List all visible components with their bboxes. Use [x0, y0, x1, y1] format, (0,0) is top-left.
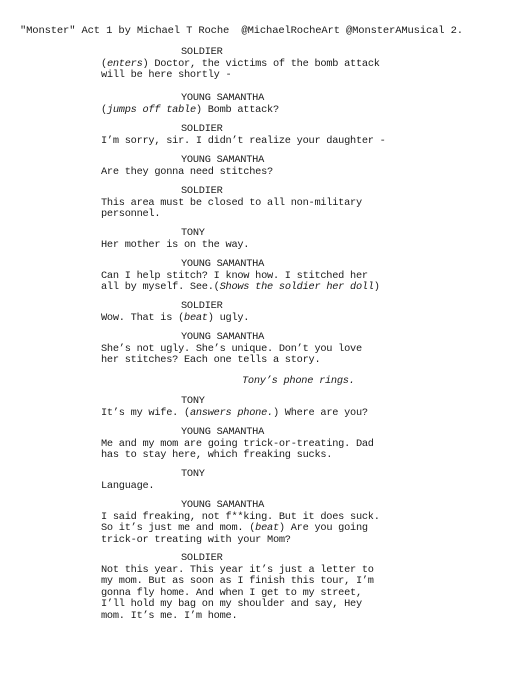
character-name: YOUNG SAMANTHA — [181, 154, 265, 166]
dialogue-block — [101, 93, 401, 116]
character-name: SOLDIER — [181, 185, 223, 197]
dialogue-block — [101, 427, 401, 462]
character-name: YOUNG SAMANTHA — [181, 258, 265, 270]
parenthetical-direction: Shows the soldier her doll — [219, 281, 374, 294]
character-name: YOUNG SAMANTHA — [181, 331, 265, 343]
dialogue-line: all by myself. See.(Shows the soldier her doll) — [101, 281, 380, 294]
parenthetical-direction: answers phone. — [189, 406, 273, 419]
dialogue-line: personnel. — [101, 208, 161, 221]
dialogue-line: She’s not ugly. She’s unique. Don’t you love — [101, 342, 362, 355]
dialogue-line: trick-or treating with your Mom? — [101, 533, 291, 546]
dialogue-block — [101, 259, 401, 294]
dialogue-line: gonna fly home. And when I get to my street, — [101, 586, 362, 599]
dialogue-line: I’m sorry, sir. I didn’t realize your daughter - — [101, 134, 386, 147]
dialogue-line: will be here shortly - — [101, 69, 232, 82]
action-line-phone-rings: Tony’s phone rings. — [242, 375, 355, 387]
character-name: SOLDIER — [181, 300, 223, 312]
dialogue-line: (jumps off table) Bomb attack? — [101, 103, 279, 116]
character-name: TONY — [181, 468, 205, 480]
dialogue-block — [101, 553, 401, 623]
character-name: YOUNG SAMANTHA — [181, 92, 265, 104]
parenthetical-direction: beat — [184, 311, 208, 324]
character-name: TONY — [181, 395, 205, 407]
dialogue-block — [101, 155, 401, 178]
dialogue-line: my mom. But as soon as I finish this tour, I’m — [101, 575, 374, 588]
dialogue-block — [101, 500, 401, 546]
dialogue-block — [101, 228, 401, 251]
dialogue-line: Are they gonna need stitches? — [101, 165, 273, 178]
dialogue-line: Wow. That is (beat) ugly. — [101, 311, 250, 324]
dialogue-line: has to stay here, which freaking sucks. — [101, 449, 333, 462]
dialogue-line: Can I help stitch? I know how. I stitched her — [101, 269, 368, 282]
page-header: "Monster" Act 1 by Michael T Roche @MichaelRocheArt @MonsterAMusical 2. — [20, 25, 463, 37]
dialogue-line: I’ll hold my bag on my shoulder and say, Hey — [101, 598, 362, 611]
character-name: SOLDIER — [181, 552, 223, 564]
dialogue-block — [101, 469, 401, 492]
dialogue-block — [101, 47, 401, 82]
character-name: YOUNG SAMANTHA — [181, 499, 265, 511]
dialogue-line: her stitches? Each one tells a story. — [101, 354, 321, 367]
dialogue-block — [101, 332, 401, 367]
parenthetical-direction: jumps off table — [106, 103, 196, 116]
dialogue-line: mom. It’s me. I’m home. — [101, 609, 238, 622]
dialogue-line: (enters) Doctor, the victims of the bomb attack — [101, 57, 380, 70]
dialogue-block — [101, 396, 401, 419]
dialogue-line: It’s my wife. (answers phone.) Where are you? — [101, 406, 368, 419]
dialogue-line: Not this year. This year it’s just a letter to — [101, 563, 374, 576]
dialogue-line: I said freaking, not f**king. But it does suck. — [101, 510, 380, 523]
dialogue-block — [101, 186, 401, 221]
dialogue-line: Me and my mom are going trick-or-treating. Dad — [101, 437, 374, 450]
dialogue-block — [101, 301, 401, 324]
dialogue-line: Language. — [101, 479, 155, 492]
dialogue-line: This area must be closed to all non-military — [101, 196, 362, 209]
character-name: SOLDIER — [181, 46, 223, 58]
character-name: TONY — [181, 227, 205, 239]
dialogue-block — [101, 124, 401, 147]
character-name: SOLDIER — [181, 123, 223, 135]
dialogue-line: Her mother is on the way. — [101, 238, 250, 251]
parenthetical-direction: enters — [106, 57, 143, 70]
character-name: YOUNG SAMANTHA — [181, 426, 265, 438]
dialogue-line: So it’s just me and mom. (beat) Are you going — [101, 522, 368, 535]
parenthetical-direction: beat — [255, 522, 279, 535]
